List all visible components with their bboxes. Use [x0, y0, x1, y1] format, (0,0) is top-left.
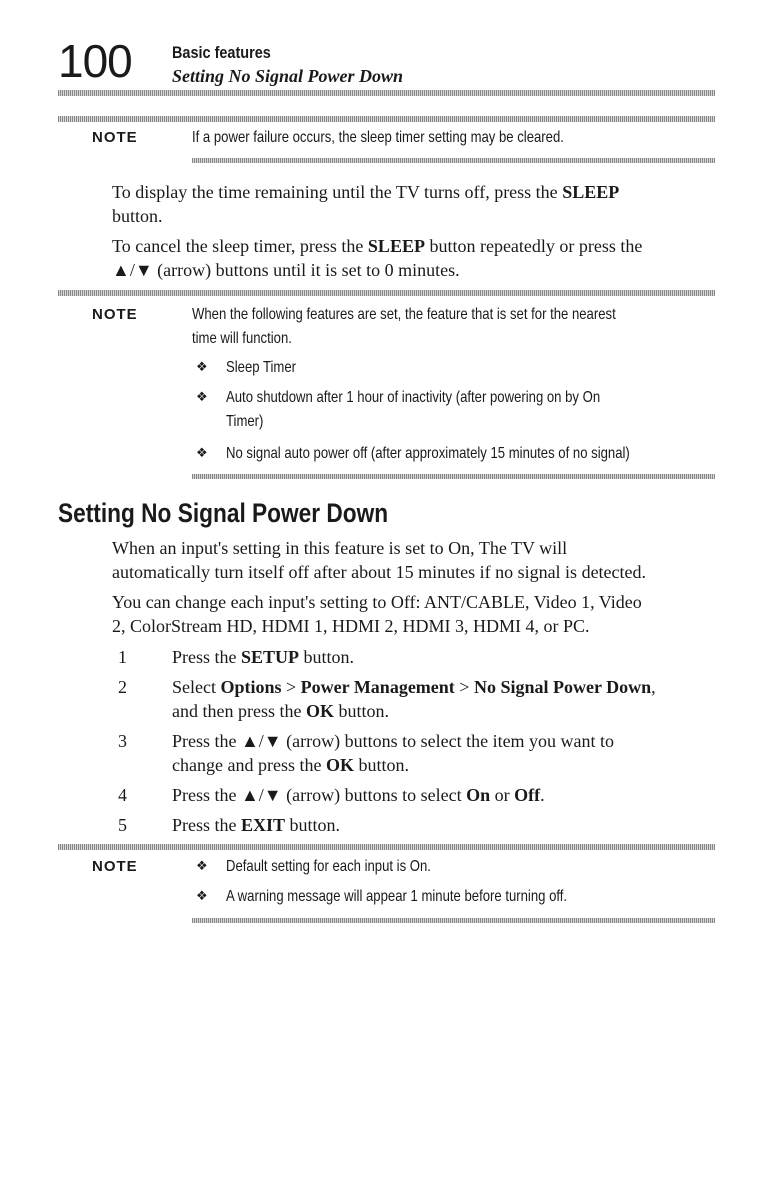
step-text: change and press the OK button. — [172, 755, 409, 775]
note-label: NOTE — [92, 858, 138, 875]
step-number: 4 — [118, 785, 127, 805]
note-bullet-text: No signal auto power off (after approximately 15 minutes of no signal) — [226, 445, 630, 462]
note-text: When the following features are set, the feature that is set for the nearest — [192, 306, 616, 323]
note-label: NOTE — [92, 306, 138, 323]
bullet-icon: ❖ — [196, 390, 208, 405]
note-text: time will function. — [192, 330, 292, 347]
step-text: Select Options > Power Management > No Signal Power Down, — [172, 677, 656, 697]
header-rule — [58, 90, 715, 96]
paragraph: automatically turn itself off after about 15 minutes if no signal is detected. — [112, 562, 647, 582]
page-number: 100 — [58, 35, 132, 87]
section-title: Setting No Signal Power Down — [58, 498, 389, 528]
note-bottom-rule — [192, 918, 715, 923]
step-number: 5 — [118, 815, 127, 835]
note-top-rule — [58, 290, 715, 296]
bullet-icon: ❖ — [196, 859, 208, 874]
section-heading: Basic features — [172, 43, 271, 62]
step-text: Press the ▲/▼ (arrow) buttons to select the item you want to — [172, 731, 615, 751]
note-top-rule — [58, 116, 715, 122]
note-bullet-text: Sleep Timer — [226, 359, 297, 376]
paragraph: To cancel the sleep timer, press the SLEEP button repeatedly or press the — [112, 236, 643, 256]
note-bottom-rule — [192, 474, 715, 479]
step-number: 2 — [118, 677, 127, 697]
paragraph: You can change each input's setting to Off: ANT/CABLE, Video 1, Video — [112, 592, 642, 612]
note-bottom-rule — [192, 158, 715, 163]
note-bullet-text: Timer) — [226, 413, 264, 430]
paragraph: ▲/▼ (arrow) buttons until it is set to 0 minutes. — [112, 260, 460, 280]
paragraph: When an input's setting in this feature is set to On, The TV will — [112, 538, 568, 558]
bullet-icon: ❖ — [196, 889, 208, 904]
step-text: Press the ▲/▼ (arrow) buttons to select On or Off. — [172, 785, 545, 805]
paragraph: button. — [112, 206, 163, 226]
note-bullet-text: A warning message will appear 1 minute before turning off. — [226, 888, 568, 905]
note-bullet-text: Default setting for each input is On. — [226, 858, 431, 875]
subsection-heading: Setting No Signal Power Down — [172, 66, 404, 86]
step-number: 1 — [118, 647, 127, 667]
note-top-rule — [58, 844, 715, 850]
note-text: If a power failure occurs, the sleep timer setting may be cleared. — [192, 129, 564, 146]
note-bullet-text: Auto shutdown after 1 hour of inactivity (after powering on by On — [226, 389, 601, 406]
paragraph: 2, ColorStream HD, HDMI 1, HDMI 2, HDMI 3, HDMI 4, or PC. — [112, 616, 590, 636]
note-label: NOTE — [92, 129, 138, 146]
step-text: and then press the OK button. — [172, 701, 389, 721]
step-text: Press the EXIT button. — [172, 815, 341, 835]
paragraph: To display the time remaining until the TV turns off, press the SLEEP — [112, 182, 620, 202]
bullet-icon: ❖ — [196, 446, 208, 461]
step-text: Press the SETUP button. — [172, 647, 355, 667]
bullet-icon: ❖ — [196, 360, 208, 375]
step-number: 3 — [118, 731, 127, 751]
